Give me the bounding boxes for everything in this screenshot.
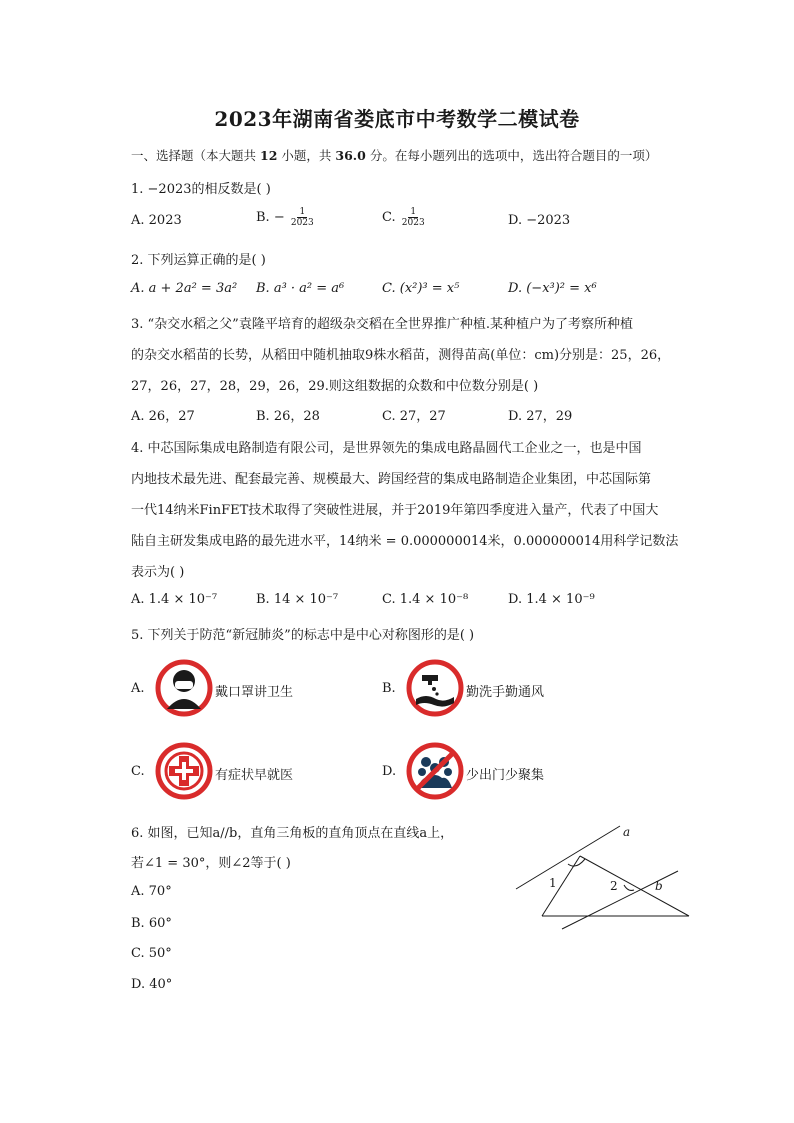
q5-option-c-letter: C. (131, 764, 145, 779)
page-title: 2023年湖南省娄底市中考数学二模试卷 (214, 107, 580, 131)
no-gathering-sign-icon (406, 742, 464, 800)
handwash-sign-icon (406, 659, 464, 717)
q5-option-a-letter: A. (131, 681, 145, 696)
fraction-denominator: 2023 (401, 218, 425, 228)
section-heading-tail: 分。在每小题列出的选项中，选出符合题目的一项） (369, 148, 658, 163)
q1-option-b-fraction (289, 207, 316, 228)
q4-option-b: B. 14 × 10⁻⁷ (256, 592, 339, 607)
q2-option-b: B. a³ · a² = a⁶ (256, 281, 345, 296)
q1-option-b (256, 207, 316, 228)
section-heading-mid: 小题，共 (281, 148, 332, 163)
medical-cross-sign-icon (155, 742, 213, 800)
q6-option-b: B. 60° (131, 916, 172, 931)
q3-line-1: 3. “杂交水稻之父”袁隆平培育的超级杂交稻在全世界推广种植.某种植户为了考察所种植 (131, 317, 633, 332)
q3-option-c: C. 27，27 (382, 409, 446, 424)
parallel-lines-triangle-figure (510, 822, 700, 934)
q1-option-c-prefix: C. (382, 210, 396, 225)
q5-option-a-label: 戴口罩讲卫生 (215, 685, 294, 700)
line-a (516, 826, 620, 889)
section-heading-text: 一、选择题（本大题共 (131, 148, 257, 163)
label-a: a (623, 825, 631, 839)
q5-option-b-label: 勤洗手勤通风 (466, 685, 545, 700)
q2-option-c: C. (x²)³ = x⁵ (382, 281, 460, 296)
fraction-numerator: 1 (410, 207, 417, 217)
q3-line-2: 的杂交水稻苗的长势，从稻田中随机抽取9株水稻苗，测得苗高(单位：cm)分别是：25，26， (131, 348, 671, 363)
q4-option-d: D. 1.4 × 10⁻⁹ (508, 592, 595, 607)
q5-stem: 5. 下列关于防范“新冠肺炎”的标志中是中心对称图形的是( ) (131, 628, 475, 643)
q6-option-d: D. 40° (131, 977, 173, 992)
q2-option-d: D. (−x³)² = x⁶ (508, 281, 597, 296)
q1-option-d: D. −2023 (508, 213, 571, 228)
angle-1-arc (568, 859, 585, 866)
q4-option-a: A. 1.4 × 10⁻⁷ (131, 592, 218, 607)
q5-option-d-letter: D. (382, 764, 397, 779)
q2-option-a: A. a + 2a² = 3a² (131, 281, 238, 296)
mask-sign-icon (155, 659, 213, 717)
q6-option-a: A. 70° (131, 884, 172, 899)
q3-line-3: 27，26，27，28，29，26，29.则这组数据的众数和中位数分别是( ) (131, 379, 539, 394)
q5-option-c-label: 有症状早就医 (215, 768, 294, 783)
q4-line-4: 陆自主研发集成电路的最先进水平，14纳米 = 0.000000014米，0.000000014用科学记数法 (131, 534, 679, 549)
q2-stem: 2. 下列运算正确的是( ) (131, 253, 266, 268)
q1-stem: 1. −2023的相反数是( ) (131, 182, 271, 197)
label-angle-2: 2 (610, 879, 618, 893)
q1-option-c (382, 207, 427, 228)
q5-option-b-letter: B. (382, 681, 396, 696)
q3-option-b: B. 26，28 (256, 409, 320, 424)
q1-option-b-prefix: B. − (256, 210, 285, 225)
q6-line-2: 若∠1 = 30°，则∠2等于( ) (131, 856, 291, 871)
q5-option-d-label: 少出门少聚集 (466, 768, 545, 783)
q4-line-2: 内地技术最先进、配套最完善、规模最大、跨国经营的集成电路制造企业集团，中芯国际第 (131, 472, 652, 487)
q6-line-1: 6. 如图，已知a//b，直角三角板的直角顶点在直线a上， (131, 826, 454, 841)
q4-line-3: 一代14纳米FinFET技术取得了突破性进展，并于2019年第四季度进入量产，代表了中国大 (131, 503, 659, 518)
q4-line-5: 表示为( ) (131, 565, 185, 580)
label-angle-1: 1 (549, 876, 557, 890)
q4-line-1: 4. 中芯国际集成电路制造有限公司，是世界领先的集成电路晶圆代工企业之一，也是中国 (131, 441, 642, 456)
triangle-hypotenuse (580, 856, 689, 916)
q3-option-a: A. 26，27 (131, 409, 195, 424)
q6-option-c: C. 50° (131, 946, 172, 961)
total-score: 36.0 (335, 148, 366, 163)
question-count: 12 (260, 148, 278, 163)
q1-option-a: A. 2023 (131, 213, 182, 228)
section-heading (131, 146, 657, 164)
triangle-leg-1 (542, 856, 580, 916)
angle-2-arc (624, 885, 634, 890)
fraction-denominator: 2023 (290, 218, 314, 228)
label-b: b (655, 879, 663, 893)
q1-option-c-fraction (400, 207, 427, 228)
fraction-numerator: 1 (299, 207, 306, 217)
q4-option-c: C. 1.4 × 10⁻⁸ (382, 592, 469, 607)
q3-option-d: D. 27，29 (508, 409, 573, 424)
